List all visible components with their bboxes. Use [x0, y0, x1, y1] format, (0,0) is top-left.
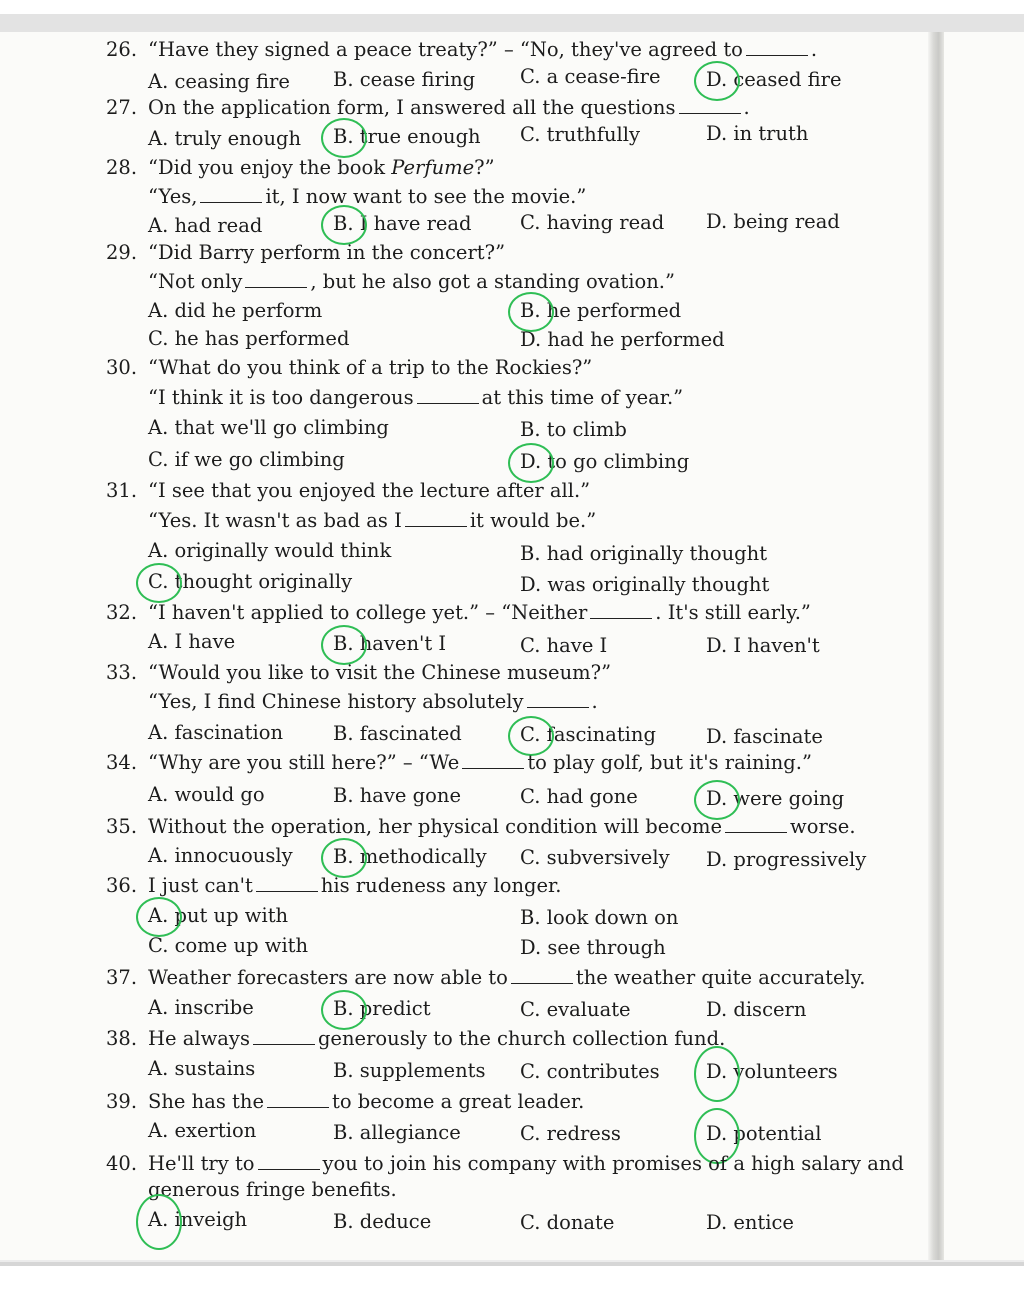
option-d[interactable]: D. was originally thought [520, 573, 770, 596]
stem-text: worse. [790, 815, 856, 838]
question-35-stem-line [106, 815, 856, 839]
option-d[interactable]: D. to go climbing [520, 450, 690, 473]
option-d[interactable]: D. being read [706, 210, 840, 233]
stem-text: , but he also got a standing ovation.” [310, 270, 675, 293]
option-d[interactable]: D. potential [706, 1122, 822, 1145]
stem-text: . [810, 38, 818, 61]
option-c[interactable]: C. contributes [520, 1060, 660, 1083]
question-29-stem-line [148, 270, 675, 294]
stem-text: “I see that you enjoyed the lecture after all.” [148, 479, 591, 502]
stem-text: “Did you enjoy the book [148, 156, 392, 179]
option-a[interactable]: A. that we'll go climbing [148, 416, 389, 439]
answer-blank [258, 1153, 320, 1170]
option-d[interactable]: D. fascinate [706, 725, 823, 748]
question-39-stem-line [106, 1090, 585, 1114]
question-number: 30. [106, 356, 138, 379]
question-38-stem-line [106, 1027, 726, 1051]
option-d[interactable]: D. I haven't [706, 634, 820, 657]
option-b[interactable]: B. predict [333, 997, 431, 1020]
stem-text: to become a great leader. [331, 1090, 585, 1113]
stem-text: at this time of year.” [481, 386, 684, 409]
option-c[interactable]: C. evaluate [520, 998, 631, 1021]
question-31-stem-line [148, 509, 596, 533]
question-28-stem-line [106, 156, 495, 180]
option-a[interactable]: A. sustains [148, 1057, 256, 1080]
option-c[interactable]: C. subversively [520, 846, 670, 869]
option-a[interactable]: A. did he perform [148, 299, 323, 322]
stem-text: his rudeness any longer. [320, 874, 562, 897]
option-c[interactable]: C. come up with [148, 934, 309, 957]
question-number: 36. [106, 874, 138, 897]
question-number: 38. [106, 1027, 138, 1050]
option-c[interactable]: C. donate [520, 1211, 615, 1234]
option-b[interactable]: B. have gone [333, 784, 461, 807]
option-a[interactable]: A. would go [148, 783, 265, 806]
answer-blank [256, 875, 318, 892]
option-b[interactable]: B. allegiance [333, 1121, 461, 1144]
stem-text: to play golf, but it's raining.” [527, 751, 812, 774]
option-c[interactable]: C. fascinating [520, 723, 656, 746]
stem-text: “I haven't applied to college yet.” – “Neither [148, 601, 588, 624]
stem-text: Without the operation, her physical condition will become [148, 815, 723, 838]
option-c[interactable]: C. thought originally [148, 570, 353, 593]
option-a[interactable]: A. truly enough [148, 127, 302, 150]
option-a[interactable]: A. had read [148, 214, 263, 237]
option-c[interactable]: C. he has performed [148, 327, 350, 350]
option-a[interactable]: A. put up with [148, 904, 289, 927]
question-number: 32. [106, 601, 138, 624]
answer-blank [679, 97, 741, 114]
option-b[interactable]: B. methodically [333, 845, 487, 868]
option-c[interactable]: C. redress [520, 1122, 621, 1145]
question-number: 35. [106, 815, 138, 838]
stem-text: it would be.” [469, 509, 597, 532]
option-b[interactable]: B. deduce [333, 1210, 432, 1233]
option-c[interactable]: C. have I [520, 634, 608, 657]
option-d[interactable]: D. discern [706, 998, 807, 1021]
viewer-bottom-bar [0, 1266, 1024, 1303]
question-number: 28. [106, 156, 138, 179]
stem-text: “Yes. It wasn't as bad as I [148, 509, 402, 532]
answer-blank [267, 1091, 329, 1108]
answer-blank [200, 186, 262, 203]
option-a[interactable]: A. ceasing fire [148, 70, 290, 93]
question-number: 39. [106, 1090, 138, 1113]
option-a[interactable]: A. I have [148, 630, 236, 653]
option-b[interactable]: B. true enough [333, 125, 481, 148]
stem-text: “Have they signed a peace treaty?” – “No, they've agreed to [148, 38, 743, 61]
option-a[interactable]: A. exertion [148, 1119, 257, 1142]
question-number: 27. [106, 96, 138, 119]
stem-text: “Not only [148, 270, 243, 293]
option-b[interactable]: B. he performed [520, 299, 682, 322]
stem-text: ?” [474, 156, 495, 179]
question-28-stem-line [148, 185, 586, 209]
option-b[interactable]: B. fascinated [333, 722, 462, 745]
option-b[interactable]: B. haven't I [333, 632, 447, 655]
stem-text: . It's still early.” [655, 601, 811, 624]
answer-blank [590, 602, 652, 619]
stem-text: generous fringe benefits. [148, 1178, 397, 1201]
answer-blank [253, 1028, 315, 1045]
stem-text: it, I now want to see the movie.” [265, 185, 587, 208]
answer-blank [746, 39, 808, 56]
question-26-stem-line [106, 38, 818, 62]
question-31-stem-line [106, 479, 591, 503]
question-number: 29. [106, 241, 138, 264]
question-number: 26. [106, 38, 138, 61]
question-36-stem-line [106, 874, 562, 898]
question-32-stem-line [106, 601, 811, 625]
option-a[interactable]: A. originally would think [148, 539, 392, 562]
stem-text: “Would you like to visit the Chinese museum?” [148, 661, 612, 684]
stem-text: He always [148, 1027, 250, 1050]
option-c[interactable]: C. had gone [520, 785, 638, 808]
option-a[interactable]: A. fascination [148, 721, 284, 744]
option-d[interactable]: D. entice [706, 1211, 794, 1234]
stem-text: “Yes, I find Chinese history absolutely [148, 690, 524, 713]
option-d[interactable]: D. ceased fire [706, 68, 842, 91]
answer-blank [417, 387, 479, 404]
stem-text: “Did Barry perform in the concert?” [148, 241, 506, 264]
option-b[interactable]: B. supplements [333, 1059, 486, 1082]
stem-text: you to join his company with promises of a high salary and [322, 1152, 904, 1175]
page-binding-edge [928, 32, 944, 1260]
option-c[interactable]: C. a cease-fire [520, 65, 661, 88]
option-d[interactable]: D. volunteers [706, 1060, 838, 1083]
answer-blank [462, 752, 524, 769]
question-29-stem-line [106, 241, 506, 265]
stem-text: generously to the church collection fund. [317, 1027, 726, 1050]
stem-text: On the application form, I answered all the questions [148, 96, 676, 119]
option-d[interactable]: D. were going [706, 787, 845, 810]
option-b[interactable]: B. look down on [520, 906, 679, 929]
question-34-stem-line [106, 751, 812, 775]
stem-text: . [743, 96, 750, 119]
question-37-stem-line [106, 966, 866, 990]
answer-blank [511, 967, 573, 984]
question-number: 33. [106, 661, 138, 684]
question-number: 37. [106, 966, 138, 989]
answer-blank [405, 510, 467, 527]
stem-text: “Yes, [148, 185, 198, 208]
question-33-stem-line [106, 661, 612, 685]
option-c[interactable]: C. having read [520, 211, 665, 234]
question-30-stem-line [106, 356, 593, 380]
question-40-stem-line [106, 1152, 904, 1176]
answer-blank [527, 691, 589, 708]
viewer-top-border [0, 14, 1024, 32]
book-title: Perfume [391, 156, 475, 179]
stem-text: the weather quite accurately. [575, 966, 866, 989]
option-b[interactable]: B. cease firing [333, 68, 476, 91]
option-c[interactable]: C. truthfully [520, 123, 640, 146]
stem-text: “I think it is too dangerous [148, 386, 414, 409]
viewer-top-bar [0, 0, 1024, 14]
question-27-stem-line [106, 96, 750, 120]
stem-text: . [591, 690, 598, 713]
stem-text: “What do you think of a trip to the Rockies?” [148, 356, 593, 379]
option-a[interactable]: A. innocuously [148, 844, 293, 867]
question-number: 31. [106, 479, 138, 502]
option-b[interactable]: B. to climb [520, 418, 627, 441]
option-a[interactable]: A. inscribe [148, 996, 254, 1019]
question-40-stem-line [148, 1178, 397, 1202]
stem-text: Weather forecasters are now able to [148, 966, 508, 989]
question-30-stem-line [148, 386, 683, 410]
option-d[interactable]: D. had he performed [520, 328, 725, 351]
option-b[interactable]: B. I have read [333, 212, 472, 235]
option-c[interactable]: C. if we go climbing [148, 448, 345, 471]
question-33-stem-line [148, 690, 598, 714]
stem-text: He'll try to [148, 1152, 255, 1175]
stem-text: “Why are you still here?” – “We [148, 751, 460, 774]
answer-blank [725, 816, 787, 833]
question-number: 40. [106, 1152, 138, 1175]
answer-blank [245, 271, 307, 288]
option-d[interactable]: D. progressively [706, 848, 867, 871]
option-d[interactable]: D. in truth [706, 122, 809, 145]
question-number: 34. [106, 751, 138, 774]
option-d[interactable]: D. see through [520, 936, 666, 959]
option-b[interactable]: B. had originally thought [520, 542, 768, 565]
stem-text: I just can't [148, 874, 253, 897]
option-a[interactable]: A. inveigh [148, 1208, 248, 1231]
stem-text: She has the [148, 1090, 264, 1113]
